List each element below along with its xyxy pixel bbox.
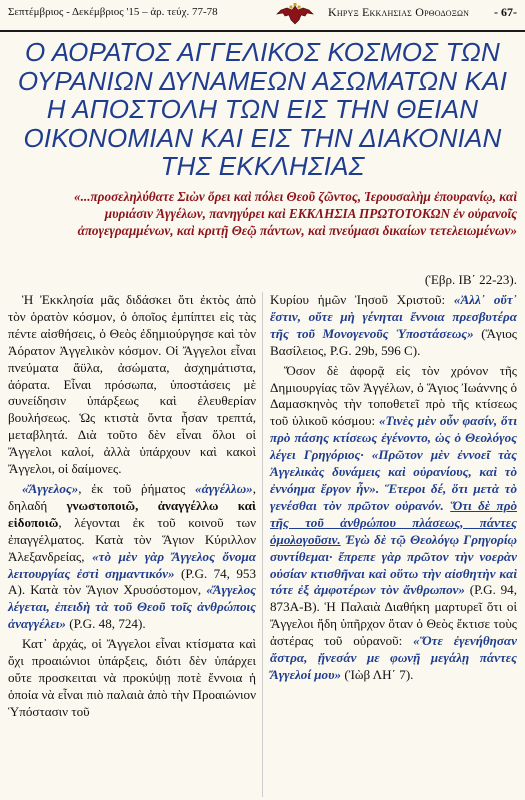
quote: «Ἄγγελος λέγεται, ἐπειδὴ τὰ τοῦ Θεοῦ τοῖς ἀνθρώποις ἀναγγέλει» [8, 582, 256, 632]
term: «ἀγγέλλω» [195, 480, 253, 496]
paragraph: Ὅσον δὲ ἀφορᾷ εἰς τὸν χρόνον τῆς Δημιουργίας τῶν Ἀγγέλων, ὁ Ἅγιος Ἰωάννης ὁ Δαμασκηνὸς τὴν τοποθετεῖ πρὸ τῆς κτίσεως τοῦ ὑλικοῦ κόσμου: «Τινὲς μὲν οὖν φασίν, ὅτι πρὸ πάσης κτίσεως ἐγένοντο, ὡς ὁ Θεολόγος λέγει Γρηγόριος· «Πρῶτον μὲν ἐννοεῖ τὰς Ἀγγελικὰς δυνάμεις καὶ οὐρανίους, καὶ τὸ ἐννόημα ἔργον ἦν». Ἕτεροι δέ, ὅτι μετὰ τὸ γενέσθαι τὸν πρῶτον οὐρανόν. Ὅτι δὲ πρὸ τῆς τοῦ ἀνθρώπου πλάσεως, πάντες ὁμολογοῦσιν. Ἐγὼ δὲ τῷ Θεολόγῳ Γρηγορίῳ συντίθεμαι· ἔπρεπε γὰρ πρῶτον τὴν νοερὰν οὐσίαν κτισθῆναι καὶ οὕτω τὴν αἰσθητὴν καὶ τότε ἐξ ἀμφοτέρων τὸν ἄνθρωπον» (P.G. 94, 873A-B). Ἡ Παλαιὰ Διαθήκη μαρτυρεῖ ὅτι οἱ Ἄγγελοι ἤδη ὑπῆρχον ὅταν ὁ Θεὸς ἔκτισε τοὺς ἀστέρας τοῦ οὐρανοῦ: «Ὅτε ἐγενήθησαν ἄστρα, ᾔνεσάν με φωνῇ μεγάλῃ πάντες Ἄγγελοί μου» (Ἰὼβ ΛΗ΄ 7). [270, 362, 518, 682]
paragraph: Ἡ Ἐκκλησία μᾶς διδάσκει ὅτι ἐκτὸς ἀπὸ τὸν ὁρατὸν κόσμον, ὁ ὁποῖος ἐμπίπτει εἰς τὰς πέντε αἰσθήσεις, ὁ Θεὸς ἐδημιούργησε καὶ τὸν Ἀόρατον Ἀγγελικὸν κόσμον. Οἱ Ἄγγελοι εἶναι πνεύματα ἄϋλα, ἀσώματα, ἀσχημάτιστα, ἀόρατα. Εἶναι πρόσωπα, ὑποστάσεις μὲ συνείδησιν ὑπάρξεως καὶ ἐλευθερίαν βουλήσεως. Ὡς κτιστὰ ὄντα ἦσαν τρεπτά, μεταβλητά. Διὰ τοῦτο δὲν εἶναι ὅλοι οἱ Ἄγγελοι καλοί, ἀλλὰ ὑπάρχουν καὶ κακοὶ Ἄγγελοι, οἱ δαίμονες. [8, 292, 256, 477]
quote: Ἐγὼ δὲ τῷ Θεολόγῳ Γρηγορίῳ συντίθεμαι· ἔπρεπε γὰρ πρῶτον τὴν νοερὰν οὐσίαν κτισθῆναι καὶ οὕτω τὴν αἰσθητὴν καὶ τότε ἐξ ἀμφοτέρων τὸν ἄνθρωπον» [270, 531, 517, 598]
quote: «Ἀλλ᾽ οὔτ᾽ ἔστιν, οὔτε μὴ γένηται ἔννοια πρεσβυτέρα τῆς τοῦ Μονογενοῦς Ὑποστάσεως» [270, 292, 518, 341]
paragraph: «Ἄγγελος», ἐκ τοῦ ῥήματος «ἀγγέλλω», δηλαδή γνωστοποιῶ, ἀναγγέλλω καὶ εἰδοποιῶ, λέγονται ἐκ τοῦ κοινοῦ των ἐπαγγέλματος. Κατὰ τὸν Ἅγιον Κύριλλον Ἀλεξανδρείας, «τὸ μὲν γὰρ Ἄγγελος ὄνομα λειτουργίας ἐστὶ σημαντικόν» (P.G. 74, 953 A). Κατὰ τὸν Ἅγιον Χρυσόστομον, «Ἄγγελος λέγεται, ἐπειδὴ τὰ τοῦ Θεοῦ τοῖς ἀνθρώποις ἀναγγέλει» (P.G. 48, 724). [8, 480, 256, 632]
epigraph-quote: «...προσεληλύθατε Σιὼν ὄρει καὶ πόλει Θεοῦ ζῶντος, Ἱερουσαλὴμ ἐπουρανίῳ, καὶ μυριάσιν Ἀγγέλων, πανηγύρει καὶ ΕΚΚΛΗΣΙΑ ΠΡΩΤΟΤΟΚΩΝ ἐν οὐρανοῖς ἀπογεγραμμένων, καὶ κριτῇ Θεῷ πάντων, καὶ πνεύμασι δικαίων τετελειωμένων» [74, 189, 517, 238]
article-title: Ο ΑΟΡΑΤΟΣ ΑΓΓΕΛΙΚΟΣ ΚΟΣΜΟΣ ΤΩΝ ΟΥΡΑΝΙΩΝ ΔΥΝΑΜΕΩΝ ΑΣΩΜΑΤΩΝ ΚΑΙ Η ΑΠΟΣΤΟΛΗ ΤΩΝ ΕΙΣ ΤΗΝ ΘΕΙΑΝ ΟΙΚΟΝΟΜΙΑΝ ΚΑΙ ΕΙΣ ΤΗΝ ΔΙΑΚΟΝΙΑΝ ΤΗΣ ΕΚΚΛΗΣΙΑΣ [17, 37, 508, 181]
double-headed-eagle-icon [275, 2, 315, 26]
quote: «Ὅτε ἐγενήθησαν ἄστρα, ᾔνεσάν με φωνῇ μεγάλῃ πάντες Ἄγγελοί μου» [270, 633, 517, 682]
column-divider [262, 292, 263, 797]
issue-info: Σεπτέμβριος - Δεκέμβριος '15 – ἀρ. τεύχ. 77-78 [8, 6, 218, 18]
journal-title: Κηρυξ Εκκλησιας Ορθοδοξων [328, 5, 470, 19]
left-column [8, 292, 256, 724]
paragraph: Κυρίου ἡμῶν Ἰησοῦ Χριστοῦ: «Ἀλλ᾽ οὔτ᾽ ἔστιν, οὔτε μὴ γένηται ἔννοια πρεσβυτέρα τῆς τοῦ Μονογενοῦς Ὑποστάσεως» (Ἅγιος Βασίλειος, P.G. 29b, 596 C). [270, 292, 518, 358]
page-number: - 67- [494, 5, 517, 19]
epigraph-reference: (Ἑβρ. ΙΒ΄ 22-23). [424, 272, 517, 287]
quote: «τὸ μὲν γὰρ Ἄγγελος ὄνομα λειτουργίας ἐστὶ σημαντικόν» [8, 548, 256, 581]
quote: «Τινὲς μὲν οὖν φασίν, ὅτι πρὸ πάσης κτίσεως ἐγένοντο, ὡς ὁ Θεολόγος λέγει Γρηγόριος· «Πρῶτον μὲν ἐννοεῖ τὰς Ἀγγελικὰς δυνάμεις καὶ οὐρανίους, καὶ τὸ ἐννόημα ἔργον ἦν». Ἕτεροι δέ, ὅτι μετὰ τὸ γενέσθαι τὸν πρῶτον οὐρανόν. [270, 413, 518, 513]
paragraph: Κατ᾽ ἀρχάς, οἱ Ἄγγελοι εἶναι κτίσματα καὶ ὄχι προαιώνιοι ὑπάρξεις, διότι δὲν ὑπάρχει οὔτε προσκειται νὰ προκύψῃ ποτὲ ἔννοια ἡ ὁποία νὰ εἶναι πιὸ παλαιὰ ἀπὸ τὴν Προαιώνιον Ὑπόστασιν τοῦ [8, 636, 256, 719]
page-header [0, 0, 525, 32]
quote-underlined: Ὅτι δὲ πρὸ τῆς τοῦ ἀνθρώπου πλάσεως, πάντες ὁμολογοῦσιν. [270, 497, 518, 547]
right-column [270, 292, 517, 687]
term-meaning: γνωστοποιῶ, ἀναγγέλλω καὶ εἰδοποιῶ [8, 497, 256, 530]
term: «Ἄγγελος» [22, 480, 79, 496]
